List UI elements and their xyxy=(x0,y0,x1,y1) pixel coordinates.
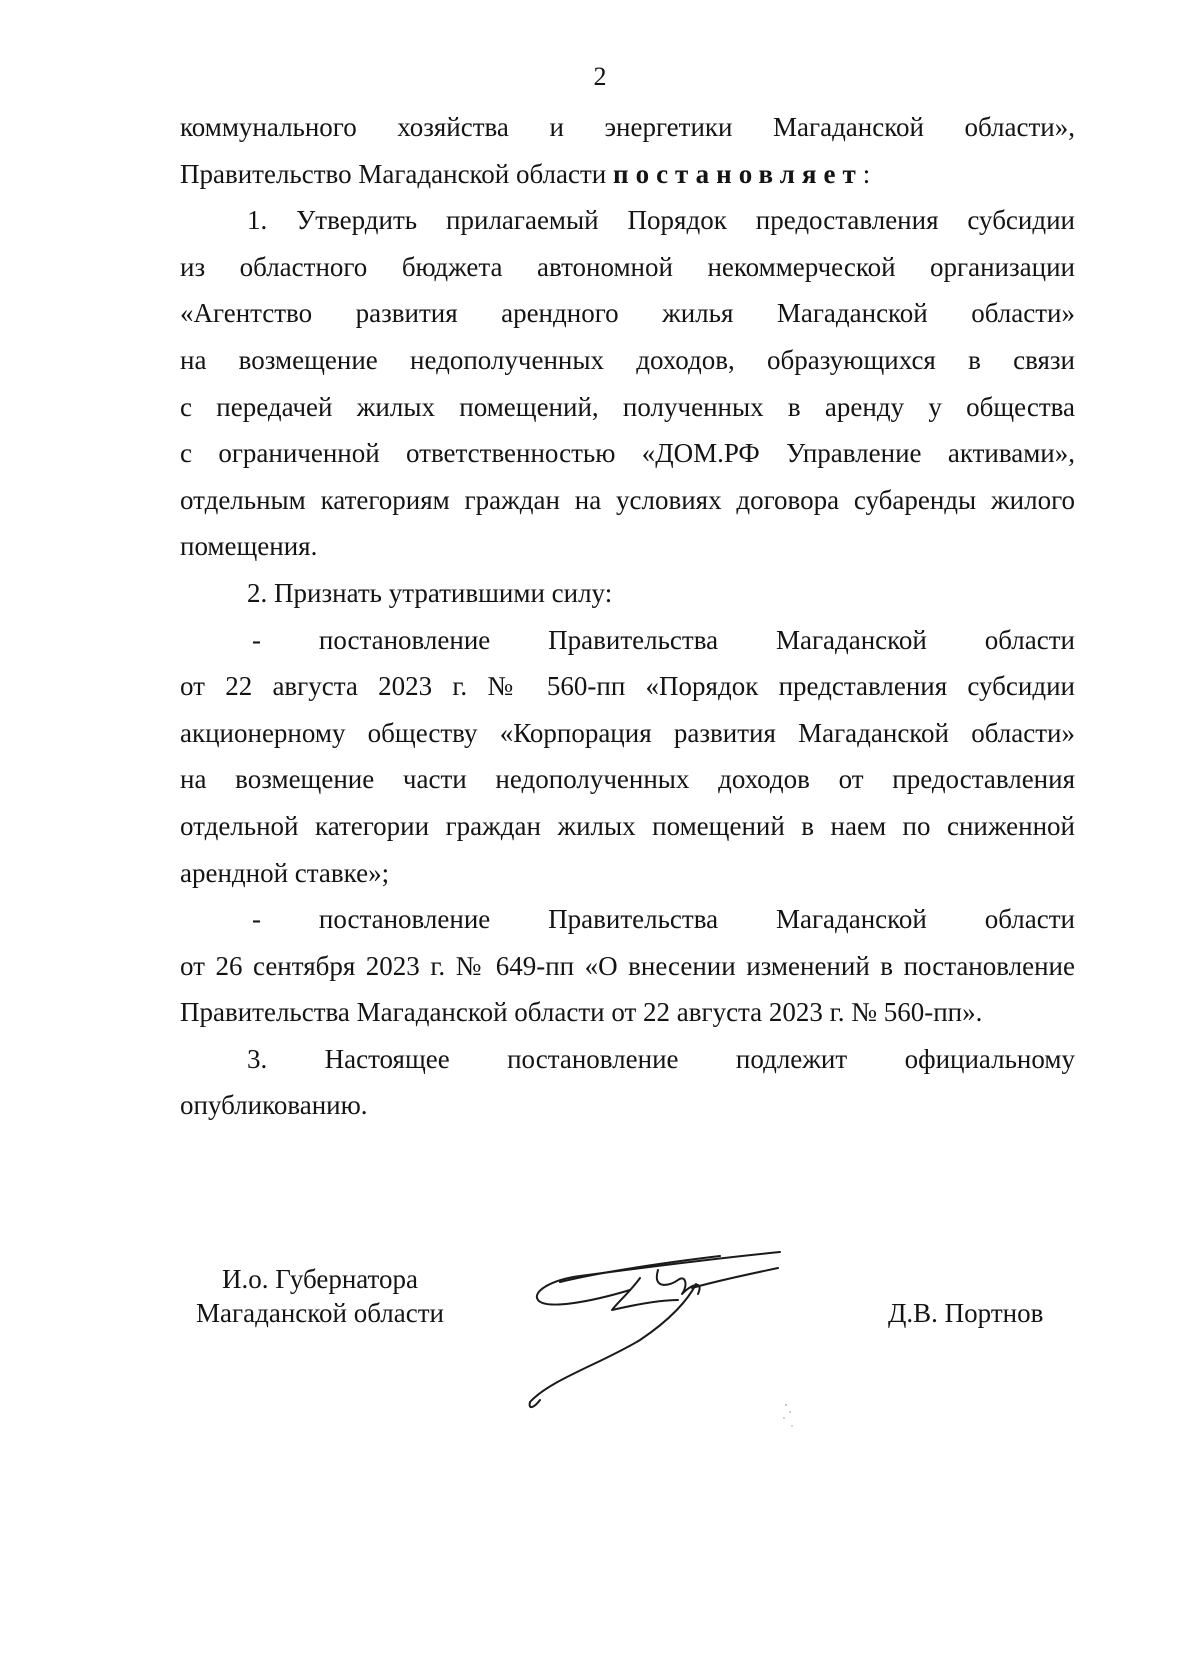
p1-line: помещения. xyxy=(180,531,318,562)
p2-heading: 2. Признать утратившими силу: xyxy=(247,577,613,608)
word: коммунального xyxy=(180,112,357,142)
p1-line: 1. Утвердить прилагаемый Порядок предоставления субсидии xyxy=(247,205,1075,236)
intro-line-2 xyxy=(180,151,1075,198)
resolves-keyword: постановляет xyxy=(613,158,863,189)
p2-item1-line: отдельной категории граждан жилых помещений в наем по сниженной xyxy=(180,810,1075,841)
handwritten-signature xyxy=(520,1240,840,1415)
p2-item2-line: Правительства Магаданской области от 22 августа 2023 г. № 560-пп». xyxy=(180,997,983,1028)
word: энергетики xyxy=(604,112,733,142)
p2-item2-line: от 26 сентября 2023 г. № 649-пп «О внесении изменений в постановление xyxy=(180,950,1075,981)
intro-colon: : xyxy=(862,158,871,189)
p1-line: на возмещение недополученных доходов, образующихся в связи xyxy=(180,344,1075,375)
p1-line: из областного бюджета автономной некоммерческой организации xyxy=(180,251,1075,282)
p1-line: отдельным категориям граждан на условиях договора субаренды жилого xyxy=(180,484,1075,515)
signatory-title-line-1: И.о. Губернатора xyxy=(221,1264,418,1294)
word: Магаданской xyxy=(773,112,924,142)
document-body xyxy=(180,104,1075,1129)
p2-item1-line: от 22 августа 2023 г. № 560-пп «Порядок представления субсидии xyxy=(180,671,1075,702)
p1-line: «Агентство развития арендного жилья Магаданской области» xyxy=(180,298,1075,329)
p2-item2-first-line xyxy=(180,896,1075,943)
word: области xyxy=(984,904,1075,935)
p2-item1-first-line xyxy=(180,617,1075,664)
word: области xyxy=(984,624,1075,655)
word: Правительства xyxy=(548,904,719,935)
word: постановление xyxy=(318,624,491,655)
p3-first-line xyxy=(180,1036,1075,1083)
intro-text: Правительство Магаданской области xyxy=(180,158,614,189)
p3-last-line: опубликованию. xyxy=(180,1090,368,1121)
p1-line: с ограниченной ответственностью «ДОМ.РФ Управление активами», xyxy=(180,438,1075,469)
signatory-name: Д.В. Портнов xyxy=(888,1298,1044,1328)
p1-line: с передачей жилых помещений, полученных в аренду у общества xyxy=(180,391,1075,422)
signatory-title xyxy=(180,1262,460,1330)
page-number: 2 xyxy=(593,62,607,91)
p2-item1-line: на возмещение части недополученных доходов от предоставления xyxy=(180,764,1075,795)
word: области», xyxy=(964,112,1075,142)
p2-item1-line: акционерному обществу «Корпорация развития Магаданской области» xyxy=(180,717,1075,748)
signatory-title-line-2: Магаданской области xyxy=(196,1298,444,1328)
word: Настоящее xyxy=(324,1043,450,1074)
dash: - xyxy=(252,904,261,935)
word: и xyxy=(549,112,564,142)
scan-specks xyxy=(780,1400,810,1440)
word: постановление xyxy=(507,1043,679,1074)
word: Правительства xyxy=(548,624,719,655)
word: подлежит xyxy=(735,1043,848,1074)
word: постановление xyxy=(318,904,491,935)
intro-line-1 xyxy=(180,104,1075,151)
word: хозяйства xyxy=(397,112,509,142)
word: Магаданской xyxy=(775,624,927,655)
p2-item1-line: арендной ставке»; xyxy=(180,857,390,888)
dash: - xyxy=(252,624,261,655)
word: 3. xyxy=(247,1043,268,1074)
word: официальному xyxy=(904,1043,1075,1074)
word: Магаданской xyxy=(775,904,927,935)
